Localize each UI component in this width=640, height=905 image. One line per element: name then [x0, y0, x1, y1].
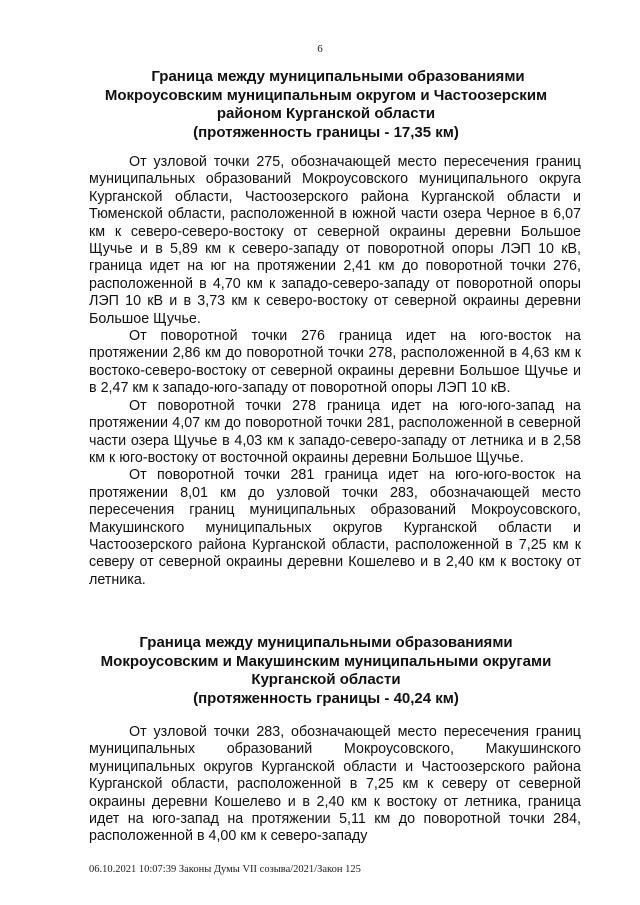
paragraph: От узловой точки 283, обозначающей место пересечения границ муниципальных образований Мокроусовского, Макушинского муниципальных округов Курганской области и Частоозерского района Курганской области, расположенной в 7,25 км к северу от северной окраины деревни Кошелево и в 2,40 км к востоку от летника, граница идет на юго-запад на протяжении 5,11 км до поворотной точки 284, расположенной в 4,00 км к северо-западу [89, 724, 581, 845]
heading-line: (протяженность границы - 40,24 км) [193, 689, 459, 707]
section-heading-1 [96, 68, 556, 142]
heading-line: (протяженность границы - 17,35 км) [193, 123, 459, 141]
paragraph: От узловой точки 275, обозначающей место пересечения границ муниципальных образований Мокроусовского муниципального округа Курганской области, Частоозерского района Курганской области и Тюменской области, расположенной в южной части озера Черное в 6,07 км к северо-северо-востоку от северной окраины деревни Большое Щучье и в 5,89 км к северо-западу от поворотной опоры ЛЭП 10 кВ, граница идет на юг на протяжении 2,41 км до поворотной точки 276, расположенной в 4,70 км к западо-северо-западу от поворотной опоры ЛЭП 10 кВ и в 3,73 км к северо-востоку от северной окраины деревни Большое Щучье. [89, 154, 581, 327]
heading-line: районом Курганской области [216, 105, 436, 122]
paragraph: От поворотной точки 278 граница идет на юго-юго-запад на протяжении 4,07 км до поворотной точки 281, расположенной в северной части озера Щучье в 4,03 км к западо-северо-западу от летника и в 2,58 км к юго-востоку от восточной окраины деревни Большое Щучье. [89, 397, 581, 466]
heading-line: Мокроусовским муниципальным округом и Частоозерским [104, 86, 548, 104]
heading-line: Граница между муниципальными образованиями [151, 68, 525, 85]
footer-stamp: 06.10.2021 10:07:39 Законы Думы VII созыва/2021/Закон 125 [89, 864, 361, 875]
paragraph: От поворотной точки 281 граница идет на юго-юго-восток на протяжении 8,01 км до узловой точки 283, обозначающей место пересечения границ муниципальных образований Мокроусовского, Макушинского муниципальных округов Курганской области и Частоозерского района Курганской области, расположенной в 7,25 км к северу от северной окраины деревни Кошелево и в 2,40 км к востоку от летника. [89, 467, 581, 588]
section-body-1 [89, 154, 581, 589]
heading-line: Граница между муниципальными образованиями [139, 634, 513, 651]
paragraph: От поворотной точки 276 граница идет на юго-восток на протяжении 2,86 км до поворотной точки 278, расположенной в 4,63 км к востоко-северо-востоку от северной окраины деревни Большое Щучье и в 2,47 км к западо-юго-западу от поворотной опоры ЛЭП 10 кВ. [89, 328, 581, 397]
section-heading-2 [96, 634, 556, 708]
section-body-2 [89, 724, 581, 846]
page-number: 6 [317, 43, 323, 55]
heading-line: Мокроусовским и Макушинским муниципальными округами [100, 652, 552, 670]
heading-line: Курганской области [251, 671, 401, 688]
